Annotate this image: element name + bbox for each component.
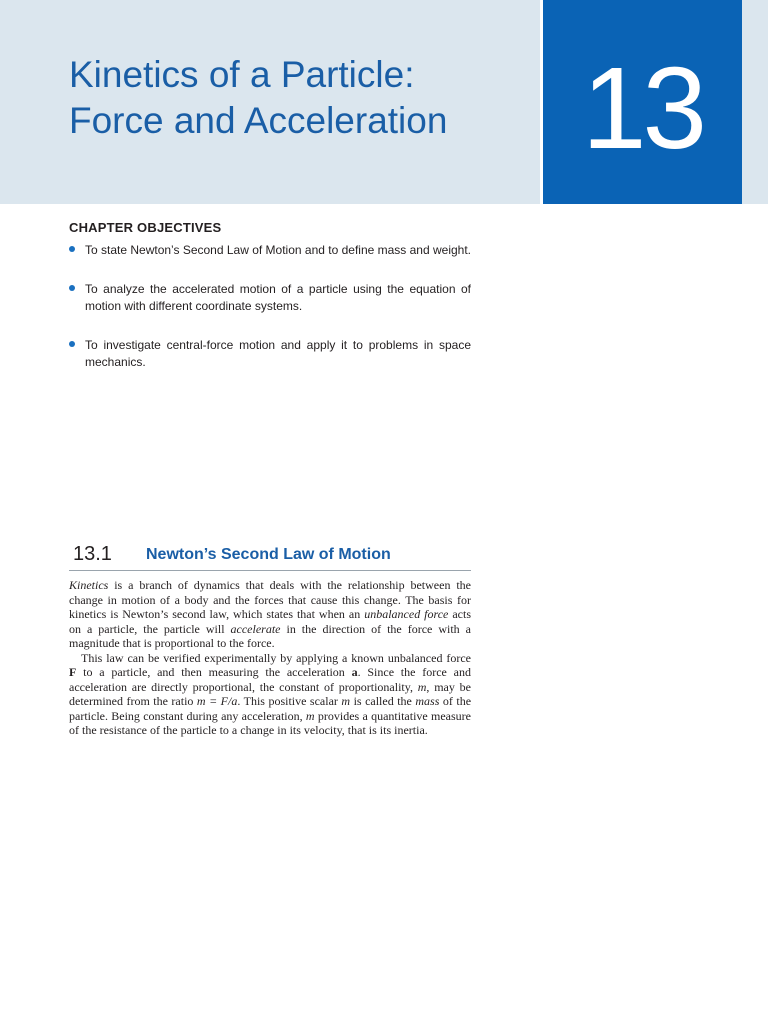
chapter-title [69, 52, 447, 144]
text-run: to a particle, and then measuring the acceleration [76, 665, 352, 679]
text-run: This law can be verified experimentally by applying a known unbalanced force [81, 650, 471, 665]
section-number: 13.1 [73, 543, 112, 565]
objective-item [69, 337, 471, 371]
symbol-mass: m [305, 708, 315, 723]
symbol-mass: m [417, 679, 427, 694]
section-title: Newton’s Second Law of Motion [146, 546, 391, 563]
objectives-heading: CHAPTER OBJECTIVES [69, 220, 222, 235]
chapter-number-box [543, 0, 742, 204]
text-run: . Since the force and acceleration are directly proportional, the constant of proportionality, [69, 665, 471, 694]
term-unbalanced-force: unbalanced force [364, 607, 449, 621]
equation-mass: m = F/a [196, 694, 238, 708]
text-run: . This positive scalar [237, 694, 342, 708]
chapter-title-line-2: Force and Acceleration [69, 100, 448, 141]
text-run: in the direction of the force with a magnitude that is proportional to the force. [69, 621, 471, 650]
term-mass: mass [415, 694, 440, 708]
chapter-number: 13 [581, 43, 704, 173]
term-accelerate: accelerate [230, 621, 281, 636]
objective-text: To investigate central-force motion and apply it to problems in space mechanics. [85, 338, 471, 369]
objective-item [69, 281, 471, 315]
objective-text: To analyze the accelerated motion of a particle using the equation of motion with different coordinate systems. [85, 282, 471, 313]
text-run: is a branch of dynamics that deals with the relationship between the change in motion of a body and the forces that cause this change. The basis for kinetics is Newton’s second law, which states that when an [69, 578, 471, 621]
body-paragraph-1 [69, 578, 471, 651]
bullet-icon [69, 285, 75, 291]
bullet-icon [69, 341, 75, 347]
objectives-list [69, 242, 471, 371]
symbol-mass: m [341, 694, 351, 708]
objective-item [69, 242, 471, 259]
section-body [69, 578, 471, 738]
term-kinetics: Kinetics [69, 578, 109, 592]
bullet-icon [69, 246, 75, 252]
text-run: provides a quantitative measure of the resistance of the particle to a change in its velocity, that is its inertia. [69, 708, 471, 737]
text-run: acts on a particle, the particle will [69, 607, 472, 636]
text-run: is called the [350, 694, 416, 708]
section-header [69, 540, 471, 571]
symbol-force: F [69, 665, 77, 679]
text-run: of the particle. Being constant during any acceleration, [69, 694, 472, 723]
text-run: , may be determined from the ratio [69, 679, 471, 708]
chapter-title-line-1: Kinetics of a Particle: [69, 54, 415, 95]
objective-text: To state Newton’s Second Law of Motion and to define mass and weight. [85, 243, 472, 257]
symbol-acceleration: a [351, 665, 358, 679]
body-paragraph-2 [69, 651, 471, 738]
